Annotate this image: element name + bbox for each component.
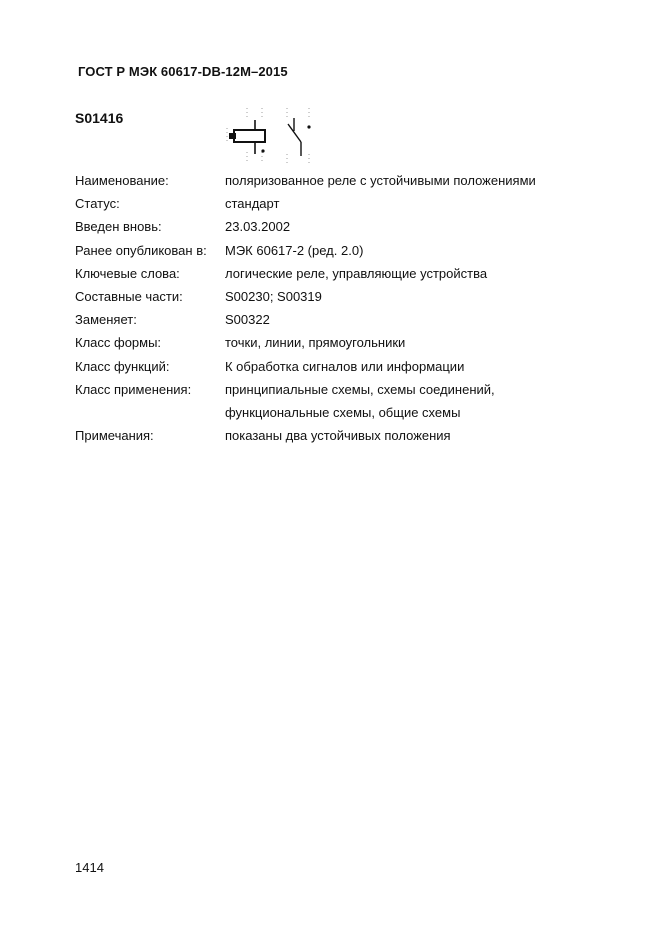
property-value: К обработка сигналов или информации [225, 358, 465, 374]
contact-position-dot [307, 125, 310, 128]
property-value: поляризованное реле с устойчивыми положениями [225, 173, 536, 188]
document-header: ГОСТ Р МЭК 60617-DB-12M–2015 [78, 64, 288, 79]
property-value: МЭК 60617-2 (ред. 2.0) [225, 242, 364, 258]
property-value: точки, линии, прямоугольники [225, 335, 406, 351]
property-label: Ранее опубликован в: [75, 242, 207, 258]
property-value: 23.03.2002 [225, 219, 291, 235]
property-label: Введен вновь: [75, 219, 162, 235]
property-row-notes [75, 427, 635, 450]
property-value: стандарт [225, 196, 280, 212]
property-row-components [75, 288, 635, 311]
symbol-id: S01416 [75, 110, 124, 126]
property-row-application-class-cont [75, 404, 635, 427]
page-number: 1414 [75, 860, 104, 875]
property-row-keywords [75, 265, 635, 288]
property-label: Заменяет: [75, 312, 137, 328]
property-label: Составные части: [75, 288, 183, 304]
properties-list [75, 172, 635, 450]
property-label: Класс формы: [75, 335, 162, 351]
coil-polarity-dot [261, 149, 264, 152]
property-label: Примечания: [75, 428, 154, 444]
property-value: принципиальные схемы, схемы соединений, [225, 381, 495, 397]
property-row-name [75, 172, 635, 195]
property-row-published-in [75, 242, 635, 265]
property-label: Ключевые слова: [75, 265, 180, 281]
property-value: S00230; S00319 [225, 288, 322, 304]
property-label: Наименование: [75, 173, 169, 188]
property-row-introduced [75, 218, 635, 241]
property-value: показаны два устойчивых положения [225, 428, 451, 444]
property-label: Класс функций: [75, 358, 170, 374]
property-value: функциональные схемы, общие схемы [225, 404, 461, 420]
property-row-shape-class [75, 334, 635, 357]
property-row-function-class [75, 358, 635, 381]
relay-coil [234, 130, 265, 142]
property-row-status [75, 195, 635, 218]
property-label: Статус: [75, 196, 120, 212]
polarized-relay-symbol-icon [225, 106, 325, 166]
property-label: Класс применения: [75, 381, 192, 397]
property-row-replaces [75, 311, 635, 334]
polarization-mark [229, 133, 236, 139]
property-row-application-class [75, 381, 635, 404]
property-value: S00322 [225, 312, 270, 328]
property-value: логические реле, управляющие устройства [225, 265, 488, 281]
